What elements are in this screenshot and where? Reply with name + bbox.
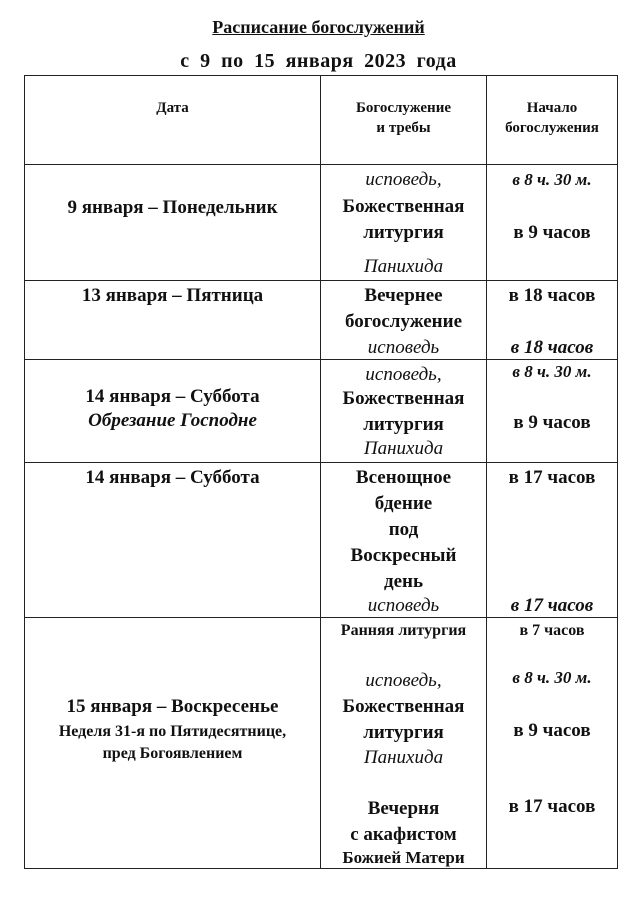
header-date: Дата (25, 76, 321, 165)
row-time-cell: в 17 часов в 17 часов (487, 463, 618, 618)
row-service-cell: исповедь, Божественная литургия Панихида (321, 165, 487, 281)
row-date: 14 января – Суббота (85, 467, 260, 488)
row-date-cell (25, 360, 321, 463)
row-date: 15 января – Воскресенье (66, 696, 279, 717)
row-service-cell: Вечернее богослужение исповедь (321, 281, 487, 360)
row-date-cell (25, 618, 321, 869)
row-time-cell: в 8 ч. 30 м. в 9 часов (487, 165, 618, 281)
schedule-table (24, 75, 618, 869)
row-time-cell: в 7 часов в 8 ч. 30 м. в 9 часов в 17 часов (487, 618, 618, 869)
table-header-row (25, 76, 618, 165)
row-date-cell (25, 463, 321, 618)
row-service-cell: Ранняя литургия исповедь, Божественная литургия Панихида Вечерня с акафистом Божией Матери (321, 618, 487, 869)
header-service (321, 76, 487, 165)
row-service-cell: исповедь, Божественная литургия Панихида (321, 360, 487, 463)
date-range-subtitle: с 9 по 15 января 2023 года (180, 50, 457, 72)
row-date: 9 января – Понедельник (67, 197, 278, 218)
table-row (25, 618, 618, 869)
row-date: 13 января – Пятница (81, 285, 264, 306)
header-service-line2: и требы (376, 120, 431, 136)
row-time-cell: в 8 ч. 30 м. в 9 часов (487, 360, 618, 463)
header-start-line2: богослужения (505, 120, 599, 136)
header-start (487, 76, 618, 165)
row-date: 14 января – Суббота (85, 386, 260, 407)
table-row (25, 165, 618, 281)
week-line-1: Неделя 31-я по Пятидесятнице, (58, 723, 287, 740)
header-start-line1: Начало (526, 100, 578, 116)
table-row (25, 281, 618, 360)
table-row (25, 463, 618, 618)
row-time-cell: в 18 часов в 18 часов (487, 281, 618, 360)
page-title: Расписание богослужений (212, 17, 425, 37)
week-line-2: пред Богоявлением (102, 745, 243, 762)
table-row (25, 360, 618, 463)
row-date-cell (25, 281, 321, 360)
row-service-cell: Всенощное бдение под Воскресный день исповедь (321, 463, 487, 618)
header-service-line1: Богослужение (355, 100, 451, 116)
row-date-cell (25, 165, 321, 281)
feast-name: Обрезание Господне (88, 410, 257, 431)
